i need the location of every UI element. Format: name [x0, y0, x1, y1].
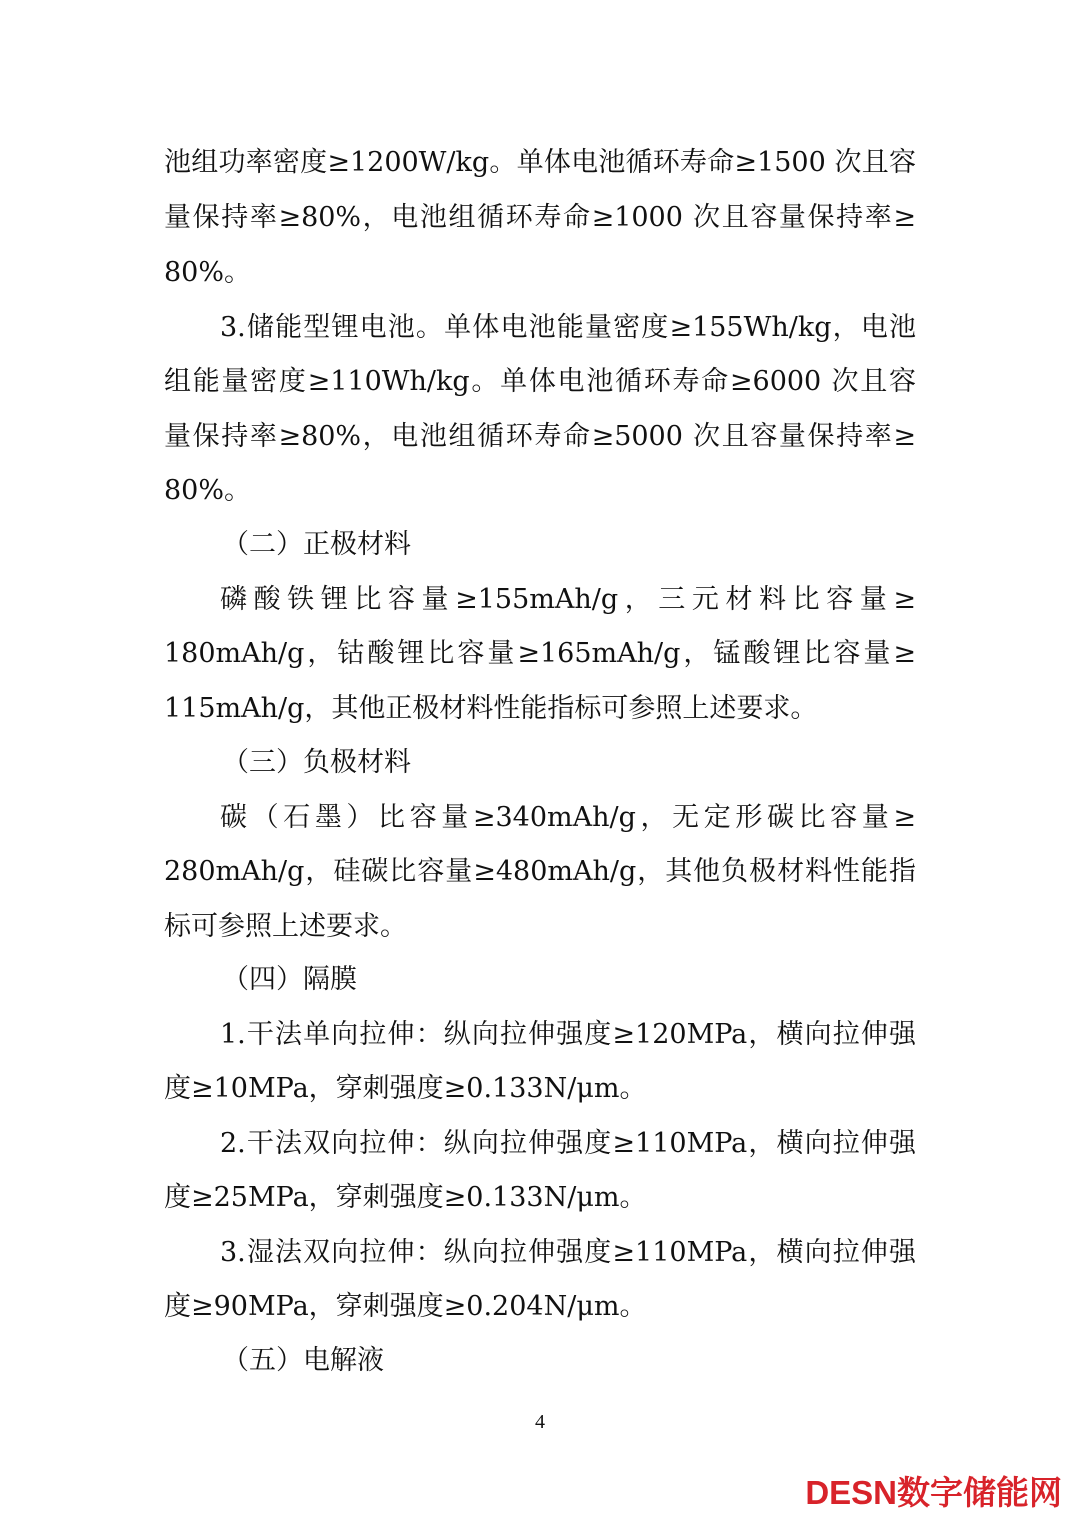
page-number: 4 [535, 1411, 545, 1433]
text-line: 2.干法双向拉伸：纵向拉伸强度≥110MPa，横向拉伸强 [220, 1128, 916, 1159]
section-heading: （五）电解液 [222, 1345, 384, 1376]
text-line: 3.储能型锂电池。单体电池能量密度≥155Wh/kg，电池 [220, 312, 916, 343]
text-line: 度≥90MPa，穿刺强度≥0.204N/μm。 [164, 1291, 647, 1322]
text-line: 3.湿法双向拉伸：纵向拉伸强度≥110MPa，横向拉伸强 [220, 1237, 916, 1268]
watermark-logo: DESN数字储能网 [805, 1474, 1062, 1511]
text-line: 标可参照上述要求。 [164, 911, 407, 942]
text-line: 组能量密度≥110Wh/kg。单体电池循环寿命≥6000 次且容 [164, 366, 916, 397]
text-line: 180mAh/g，钴酸锂比容量≥165mAh/g，锰酸锂比容量≥ [164, 638, 916, 669]
text-line: 80%。 [164, 475, 252, 506]
text-line: 280mAh/g，硅碳比容量≥480mAh/g，其他负极材料性能指 [164, 856, 916, 887]
text-line: 115mAh/g，其他正极材料性能指标可参照上述要求。 [164, 693, 818, 724]
section-heading: （四）隔膜 [222, 964, 357, 995]
text-line: 池组功率密度≥1200W/kg。单体电池循环寿命≥1500 次且容 [164, 147, 916, 178]
section-heading: （三）负极材料 [222, 747, 411, 778]
text-line: 80%。 [164, 257, 252, 288]
text-line: 碳（石墨）比容量≥340mAh/g，无定形碳比容量≥ [220, 802, 916, 833]
text-line: 度≥25MPa，穿刺强度≥0.133N/μm。 [164, 1182, 647, 1213]
text-line: 度≥10MPa，穿刺强度≥0.133N/μm。 [164, 1073, 647, 1104]
text-line: 量保持率≥80%，电池组循环寿命≥1000 次且容量保持率≥ [164, 202, 916, 233]
section-heading: （二）正极材料 [222, 529, 411, 560]
text-line: 磷酸铁锂比容量≥155mAh/g，三元材料比容量≥ [220, 584, 916, 615]
text-line: 量保持率≥80%，电池组循环寿命≥5000 次且容量保持率≥ [164, 421, 916, 452]
text-line: 1.干法单向拉伸：纵向拉伸强度≥120MPa，横向拉伸强 [220, 1019, 916, 1050]
